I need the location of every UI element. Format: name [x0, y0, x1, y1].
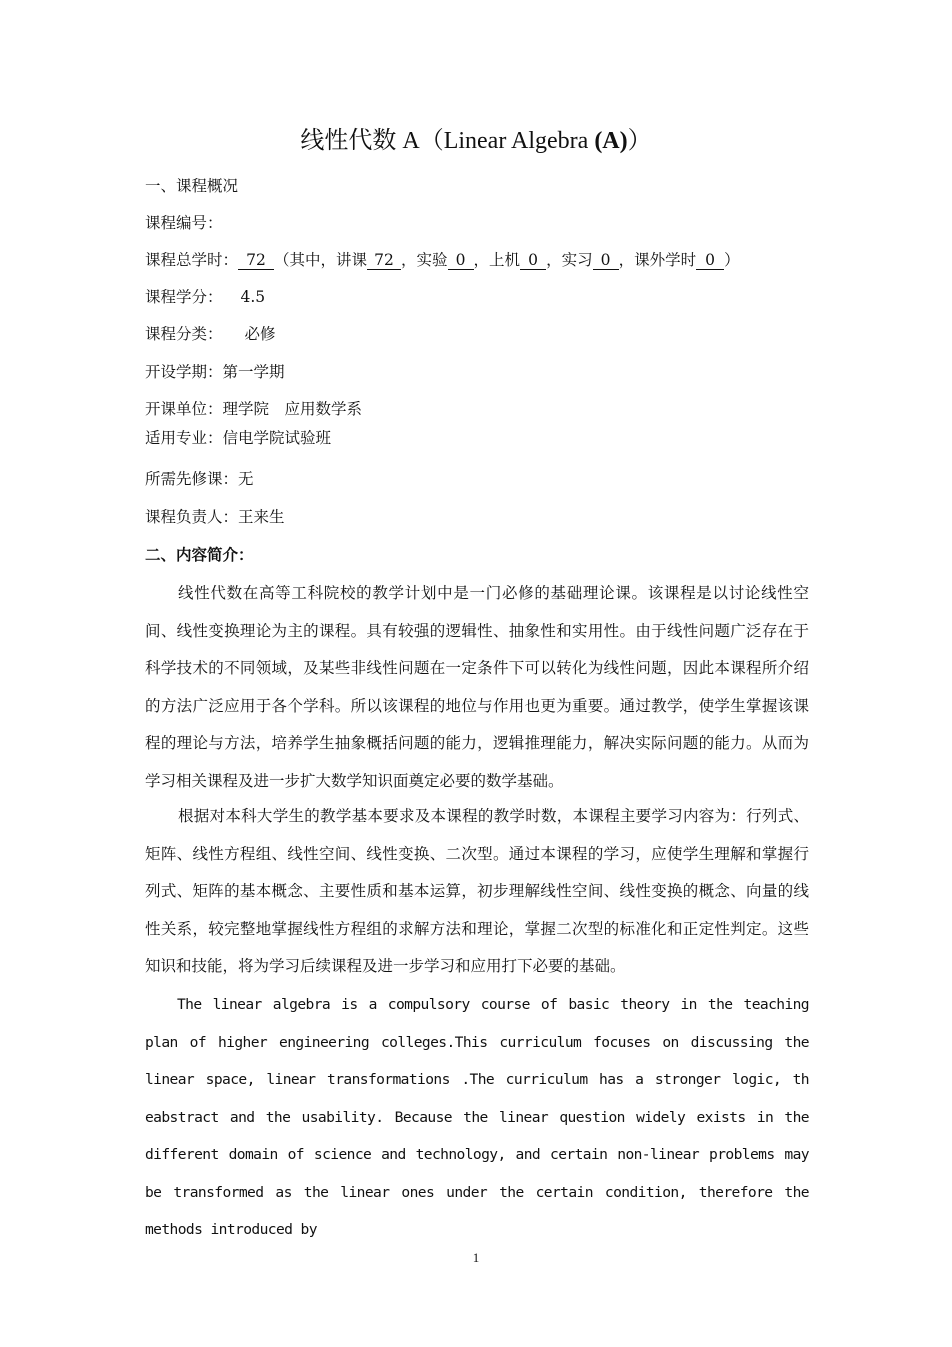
major-line: 适用专业：信电学院试验班	[145, 429, 332, 447]
hours-label: 课程总学时：	[145, 251, 239, 269]
credits-line	[145, 286, 265, 308]
credits-label: 课程学分：	[145, 288, 223, 306]
intro-paragraph-en: The linear algebra is a compulsory course of basic theory in the teaching plan of higher engineering colleges.This curriculum focuses on discussing the linear space, linear transformations .The curriculum has a stronger logic, th eabstract and the usability. Because the linear question widely exists in the different domain of science and technology, and certain non-linear problems may be transformed as the linear ones under the certain condition, therefore the methods introduced by	[145, 996, 809, 1238]
credits-value: 4.5	[240, 288, 266, 306]
category-value: 必修	[244, 325, 276, 343]
unit-line: 开课单位：理学院 应用数学系	[145, 400, 363, 418]
title-en-bold: (A)	[594, 128, 628, 154]
hours-extra-label: ，课外学时	[618, 251, 697, 269]
hours-computer-label: ，上机	[473, 251, 521, 269]
section2-heading: 二、内容简介：	[145, 545, 254, 564]
intro-paragraph-1: 线性代数在高等工科院校的教学计划中是一门必修的基础理论课。该课程是以讨论线性空间、线性变换理论为主的课程。具有较强的逻辑性、抽象性和实用性。由于线性问题广泛存在于科学技术的不同领域，及某些非线性问题在一定条件下可以转化为线性问题，因此本课程所介绍的方法广泛应用于各个学科。所以该课程的地位与作用也更为重要。通过教学，使学生掌握该课程的理论与方法，培养学生抽象概括问题的能力，逻辑推理能力，解决实际问题的能力。从而为学习相关课程及进一步扩大数学知识面奠定必要的数学基础。	[145, 584, 809, 790]
page-number: 1	[472, 1250, 480, 1265]
hours-practice: 0	[593, 251, 619, 270]
owner-line: 课程负责人：王来生	[145, 508, 285, 526]
category-label: 课程分类：	[145, 325, 223, 343]
title-close: ）	[627, 128, 652, 154]
hours-lab: 0	[448, 251, 474, 270]
hours-computer: 0	[520, 251, 546, 270]
title-cn: 线性代数 A（	[300, 128, 444, 154]
course-hours-line	[145, 249, 740, 271]
section1-heading: 一、课程概况	[145, 177, 239, 195]
prereq-line: 所需先修课：无	[145, 470, 254, 488]
hours-total: 72	[238, 251, 274, 270]
hours-lecture: 72	[367, 251, 401, 270]
hours-open: （其中，讲课	[274, 251, 368, 269]
hours-close: ）	[724, 251, 740, 269]
hours-practice-label: ，实习	[546, 251, 593, 269]
title-en: Linear Algebra	[443, 128, 595, 154]
hours-extra: 0	[696, 251, 724, 270]
document-title	[0, 126, 952, 156]
hours-lab-label: ，实验	[401, 251, 448, 269]
semester-line: 开设学期：第一学期	[145, 363, 285, 381]
course-code-label: 课程编号：	[145, 214, 223, 232]
category-line	[145, 323, 276, 345]
intro-paragraph-2: 根据对本科大学生的教学基本要求及本课程的教学时数，本课程主要学习内容为：行列式、矩阵、线性方程组、线性空间、线性变换、二次型。通过本课程的学习，应使学生理解和掌握行列式、矩阵的基本概念、主要性质和基本运算，初步理解线性空间、线性变换的概念、向量的线性关系，较完整地掌握线性方程组的求解方法和理论，掌握二次型的标准化和正定性判定。这些知识和技能，将为学习后续课程及进一步学习和应用打下必要的基础。	[145, 807, 809, 976]
